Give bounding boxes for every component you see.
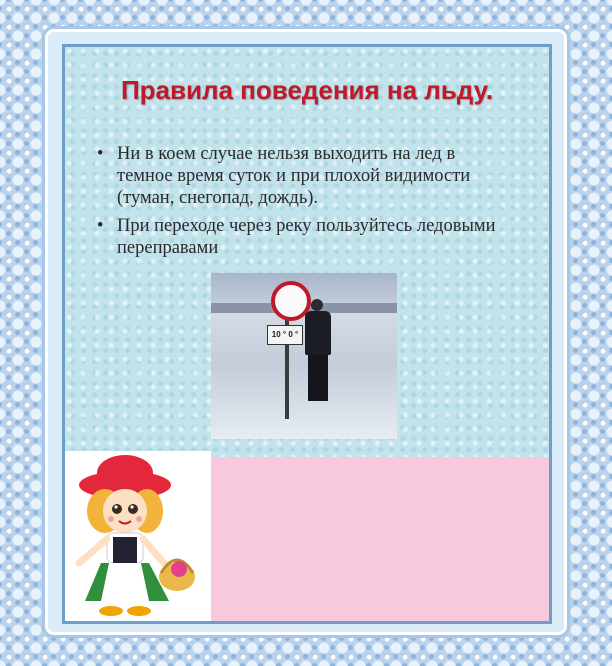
person-legs xyxy=(308,355,328,401)
girl-illustration xyxy=(65,451,211,624)
bullet-item xyxy=(95,143,515,209)
slide-title: Правила поведения на льду. xyxy=(120,75,494,105)
bullet-dot-icon: • xyxy=(97,216,104,236)
ice-crossing-photo xyxy=(211,273,397,439)
bullet-text: При переходе через реку пользуйтесь ледовыми переправами xyxy=(117,216,496,258)
sign-plate: 10 ° 0 ° xyxy=(267,325,303,345)
bullet-item xyxy=(95,215,515,259)
bullet-list xyxy=(95,143,515,265)
person-body xyxy=(305,311,331,355)
pink-panel xyxy=(211,457,549,621)
slide xyxy=(62,44,552,624)
bullet-dot-icon: • xyxy=(97,144,104,164)
person-head xyxy=(311,299,323,311)
bullet-text: Ни в коем случае нельзя выходить на лед в темное время суток и при плохой видимости (туман, снегопад, дождь). xyxy=(117,144,471,208)
